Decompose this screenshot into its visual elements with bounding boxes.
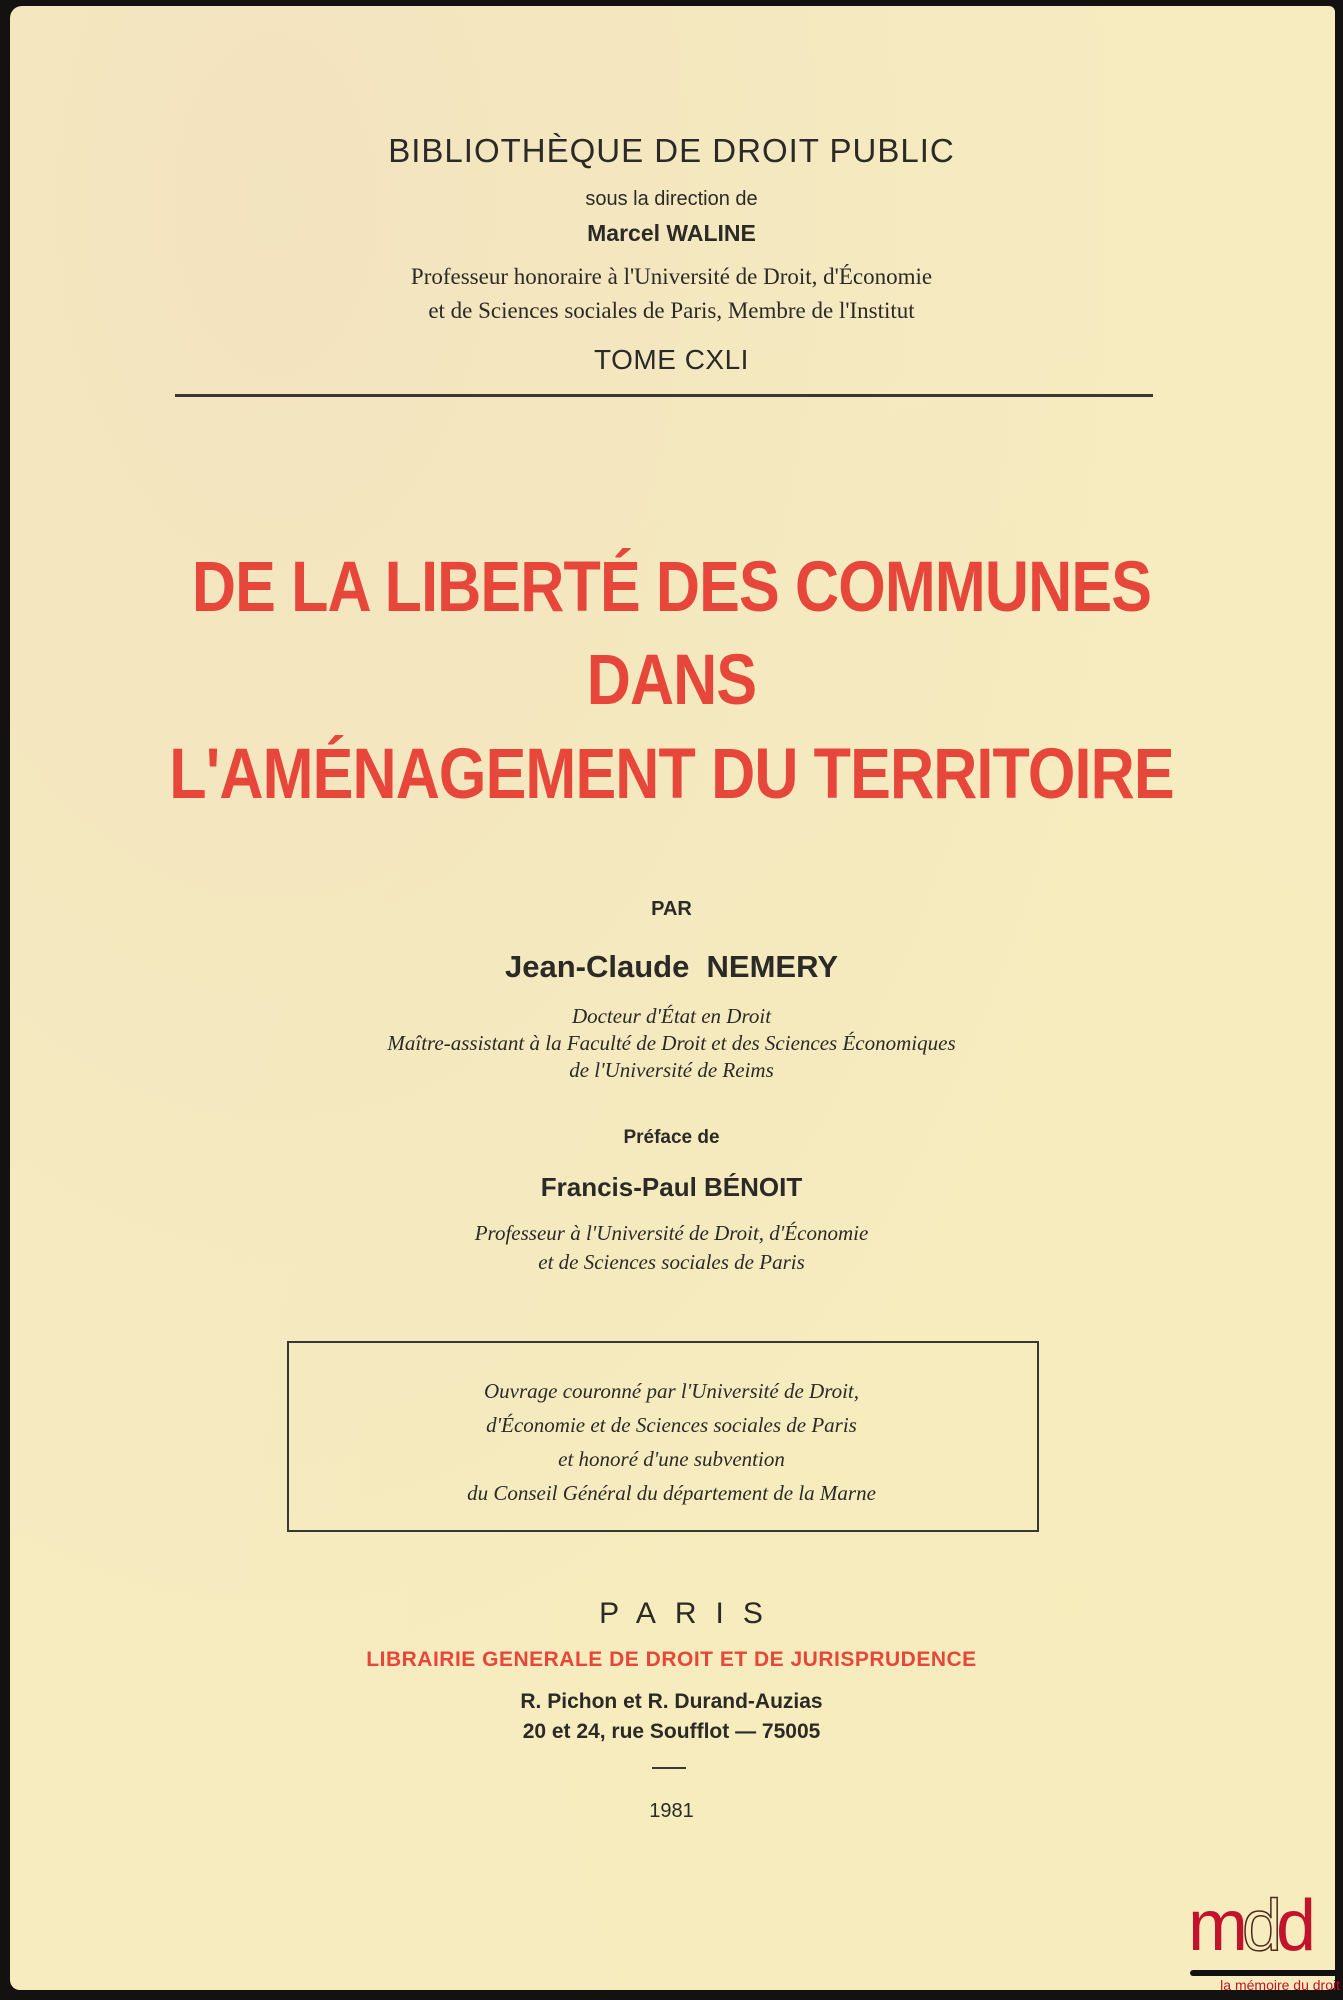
publisher-name: LIBRAIRIE GENERALE DE DROIT ET DE JURISPRUDENCE — [366, 1648, 977, 1671]
book-title-line2: DANS — [586, 641, 757, 720]
award-line: d'Économie et de Sciences sociales de Paris — [486, 1413, 857, 1437]
author-credential: Maître-assistant à la Faculté de Droit et des Sciences Économiques — [387, 1031, 956, 1055]
volume-number: TOME CXLI — [594, 344, 749, 375]
preface-affiliation: Professeur à l'Université de Droit, d'Économie — [474, 1221, 869, 1245]
preface-label: Préface de — [623, 1127, 720, 1148]
author-credential: de l'Université de Reims — [569, 1058, 774, 1082]
mdd-watermark-logo — [1180, 1886, 1340, 1996]
award-line: et honoré d'une subvention — [558, 1447, 785, 1471]
award-line: du Conseil Général du département de la Marne — [467, 1481, 876, 1505]
author-credential: Docteur d'État en Droit — [571, 1004, 772, 1028]
logo-tagline: la mémoire du droit — [1220, 1977, 1340, 1993]
editor-affiliation-line1: Professeur honoraire à l'Université de Droit, d'Économie — [410, 264, 933, 289]
series-editor-name: Marcel WALINE — [587, 220, 756, 246]
imprint-divider — [652, 1767, 686, 1769]
award-line: Ouvrage couronné par l'Université de Droit, — [483, 1379, 860, 1403]
preface-author-name: Francis-Paul BÉNOIT — [540, 1172, 803, 1202]
direction-label: sous la direction de — [585, 188, 758, 210]
logo-underline — [1190, 1970, 1338, 1976]
by-label: PAR — [651, 898, 692, 920]
book-title-line3: L'AMÉNAGEMENT DU TERRITOIRE — [169, 735, 1174, 814]
publisher-owners: R. Pichon et R. Durand-Auzias — [520, 1690, 823, 1713]
mdd-logo-icon: mdd — [1188, 1886, 1311, 1966]
header-divider — [175, 394, 1153, 397]
book-title-line1: DE LA LIBERTÉ DES COMMUNES — [191, 548, 1152, 627]
publication-year: 1981 — [649, 1800, 694, 1822]
publisher-address: 20 et 24, rue Soufflot — 75005 — [522, 1720, 821, 1743]
preface-affiliation: et de Sciences sociales de Paris — [538, 1250, 805, 1274]
editor-affiliation-line2: et de Sciences sociales de Paris, Membre de l'Institut — [428, 298, 915, 323]
publication-city: PARIS — [599, 1597, 782, 1630]
author-name: Jean-Claude NEMERY — [504, 949, 839, 984]
series-title: BIBLIOTHÈQUE DE DROIT PUBLIC — [388, 132, 955, 169]
